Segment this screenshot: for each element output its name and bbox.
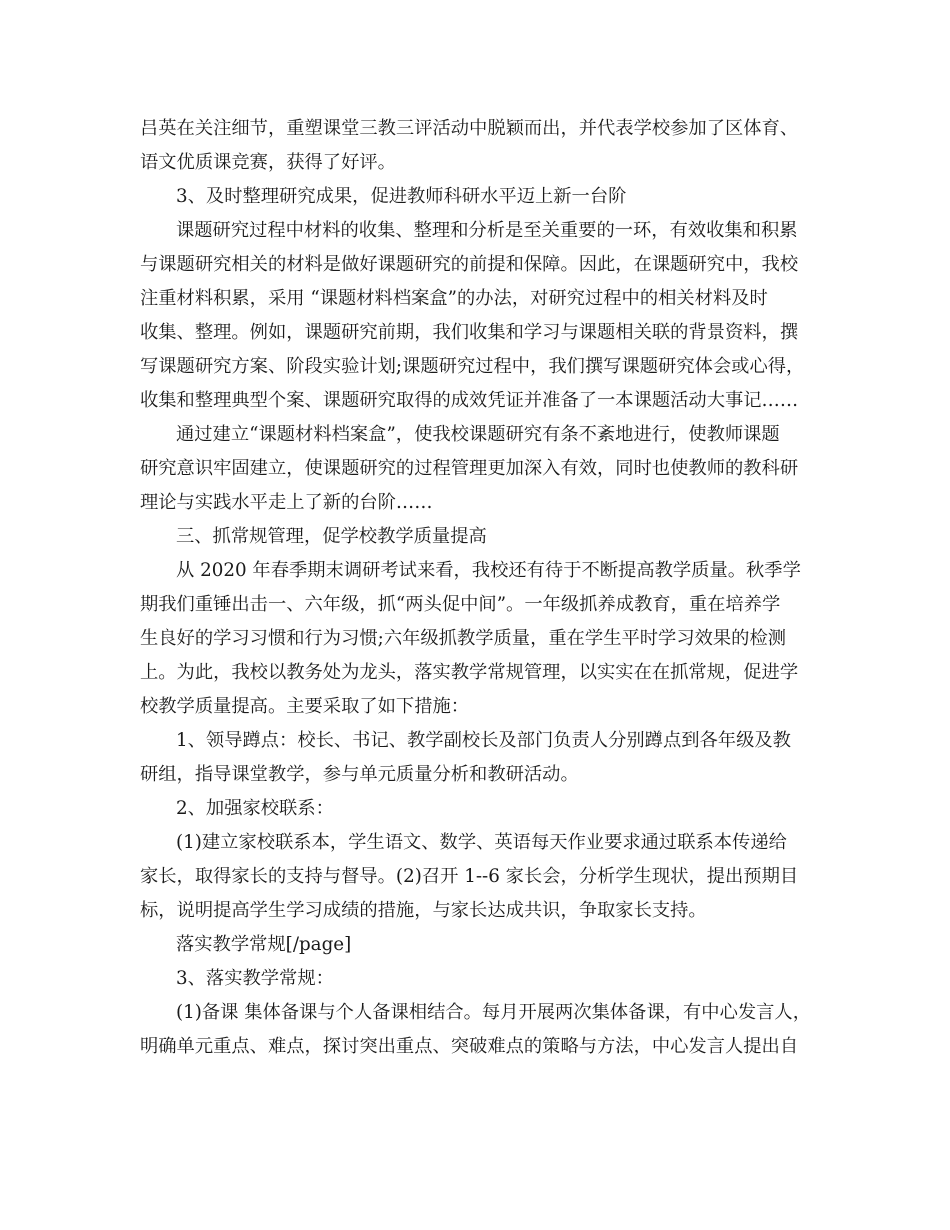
text-line: 注重材料积累，采用 “课题材料档案盒”的办法，对研究过程中的相关材料及时 [140,288,768,309]
text-line: 通过建立“课题材料档案盒”，使我校课题研究有条不紊地进行，使教师课题 [176,424,780,445]
text-line: 上。为此，我校以教务处为龙头，落实教学常规管理，以实实在在抓常规，促进学 [140,662,799,683]
text-line: 与课题研究相关的材料是做好课题研究的前提和保障。因此，在课题研究中，我校 [140,254,799,275]
text-line: 收集、整理。例如，课题研究前期，我们收集和学习与课题相关联的背景资料，撰 [140,322,799,343]
text-line: 落实教学常规[/page] [176,934,352,955]
text-line: 2、加强家校联系： [176,798,334,819]
text-line: 1、领导蹲点：校长、书记、教学副校长及部门负责人分别蹲点到各年级及教 [176,730,791,751]
text-line: 语文优质课竞赛，获得了好评。 [140,152,396,173]
text-line: 3、落实教学常规： [176,968,334,989]
text-line: 期我们重锤出击一、六年级，抓“两头促中间”。一年级抓养成教育，重在培养学 [140,594,781,615]
text-line: 从 2020 年春季期末调研考试来看，我校还有待于不断提高教学质量。秋季学 [176,560,801,581]
text-line: 研究意识牢固建立，使课题研究的过程管理更加深入有效，同时也使教师的教科研 [140,458,799,479]
text-line: 吕英在关注细节，重塑课堂三教三评活动中脱颖而出，并代表学校参加了区体育、 [140,118,799,139]
text-line: 三、抓常规管理，促学校教学质量提高 [176,526,487,547]
text-line: 标，说明提高学生学习成绩的措施，与家长达成共识，争取家长支持。 [140,900,707,921]
text-line: (1)建立家校联系本，学生语文、数学、英语每天作业要求通过联系本传递给 [176,832,787,853]
text-line: 理论与实践水平走上了新的台阶…… [140,492,433,513]
text-line: 3、及时整理研究成果，促进教师科研水平迈上新一台阶 [176,186,627,207]
text-line: 校教学质量提高。主要采取了如下措施： [140,696,470,717]
text-line: 课题研究过程中材料的收集、整理和分析是至关重要的一环，有效收集和积累 [176,220,798,241]
text-line: (1)备课 集体备课与个人备课相结合。每月开展两次集体备课，有中心发言人， [176,1002,811,1023]
text-line: 生良好的学习习惯和行为习惯;六年级抓教学质量，重在学生平时学习效果的检测 [140,628,787,649]
text-line: 写课题研究方案、阶段实验计划;课题研究过程中，我们撰写课题研究体会或心得， [140,356,805,377]
document-page [140,112,830,1064]
text-line: 明确单元重点、难点，探讨突出重点、突破难点的策略与方法，中心发言人提出自 [140,1036,799,1057]
text-line: 家长，取得家长的支持与督导。(2)召开 1--6 家长会，分析学生现状，提出预期目 [140,866,799,887]
text-line: 收集和整理典型个案、课题研究取得的成效凭证并准备了一本课题活动大事记…… [140,390,799,411]
text-line: 研组，指导课堂教学，参与单元质量分析和教研活动。 [140,764,579,785]
